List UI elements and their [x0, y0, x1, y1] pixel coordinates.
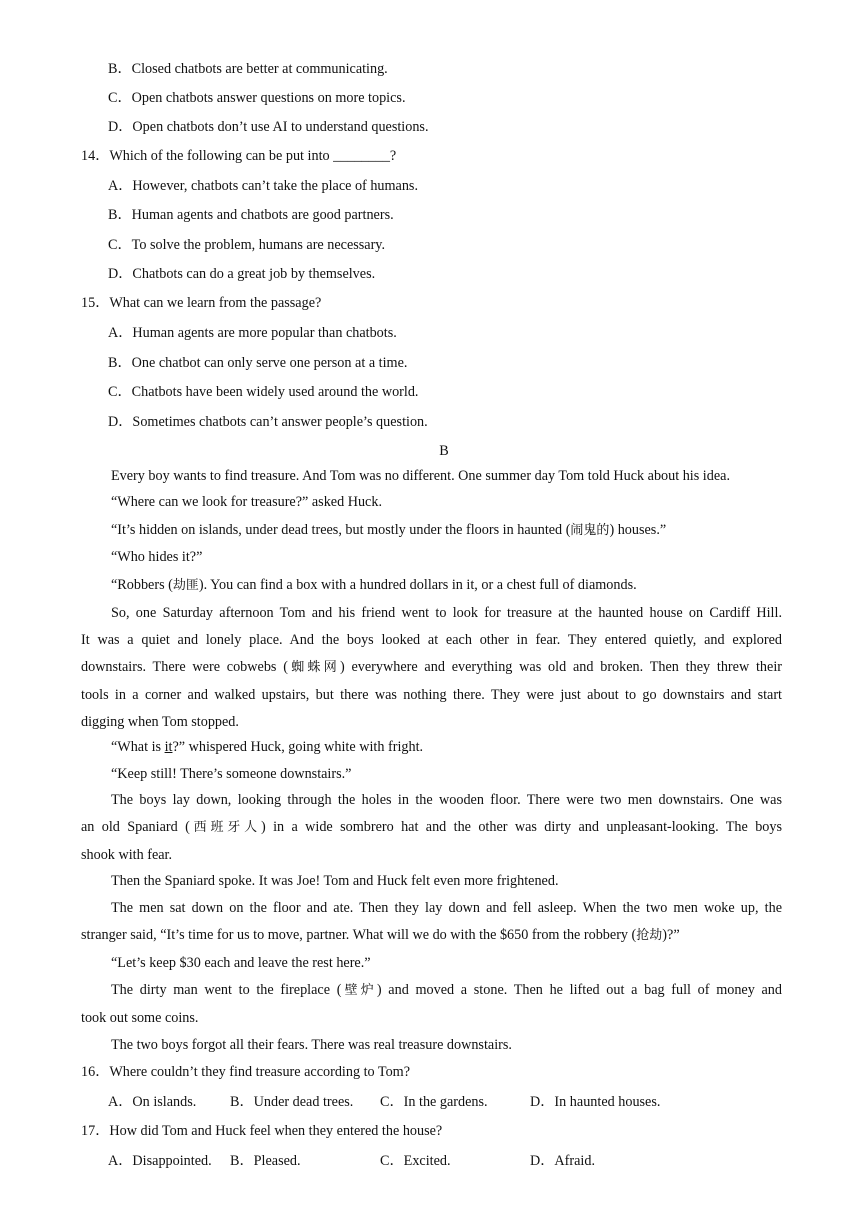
q17-option-b: B．Pleased.	[230, 1153, 301, 1169]
passage-line: downstairs. There were cobwebs (蜘蛛网) everywhere and everything was old and broken. Then they threw their	[81, 659, 782, 675]
chinese-gloss: 抢劫	[636, 928, 663, 943]
passage-paragraph: So, one Saturday afternoon Tom and his friend went to look for treasure at the haunted house on Cardiff Hill.	[111, 605, 782, 621]
q17-stem: 17．How did Tom and Huck feel when they entered the house?	[81, 1123, 443, 1139]
q17-option-a: A．Disappointed.	[108, 1153, 212, 1169]
passage-line: took out some coins.	[81, 1010, 199, 1026]
q16-option-d: D．In haunted houses.	[530, 1094, 661, 1110]
q15-option-b: B．One chatbot can only serve one person at a time.	[108, 355, 408, 371]
chinese-gloss: 西班牙人	[189, 820, 261, 835]
passage-line: tools in a corner and walked upstairs, but there was nothing there. They were just about to go downstairs and start	[81, 687, 782, 703]
q15-option-c: C．Chatbots have been widely used around the world.	[108, 384, 419, 400]
q15-option-d: D．Sometimes chatbots can’t answer people’s question.	[108, 414, 428, 430]
q16-option-c: C．In the gardens.	[380, 1094, 488, 1110]
passage-line: It was a quiet and lonely place. And the boys looked at each other in fear. They entered quietly, and explored	[81, 632, 782, 648]
chinese-gloss: 劫匪	[172, 578, 199, 593]
q13-option-c: C．Open chatbots answer questions on more topics.	[108, 90, 406, 106]
q16-option-b: B．Under dead trees.	[230, 1094, 354, 1110]
q17-option-c: C．Excited.	[380, 1153, 451, 1169]
q15-stem: 15．What can we learn from the passage?	[81, 295, 322, 311]
chinese-gloss: 蜘蛛网	[287, 660, 340, 675]
passage-paragraph: Every boy wants to find treasure. And Tom was no different. One summer day Tom told Huck about his idea.	[111, 468, 730, 484]
q14-stem: 14．Which of the following can be put into ________?	[81, 148, 397, 164]
passage-paragraph: The two boys forgot all their fears. There was real treasure downstairs.	[111, 1037, 512, 1053]
passage-paragraph: “It’s hidden on islands, under dead trees, but mostly under the floors in haunted (闹鬼的) houses.”	[111, 522, 667, 538]
passage-paragraph: The dirty man went to the fireplace (壁炉) and moved a stone. Then he lifted out a bag full of money and	[111, 982, 782, 998]
passage-paragraph: “Let’s keep $30 each and leave the rest here.”	[111, 955, 371, 971]
chinese-gloss: 闹鬼的	[570, 523, 610, 538]
passage-paragraph: Then the Spaniard spoke. It was Joe! Tom and Huck felt even more frightened.	[111, 873, 559, 889]
q14-option-a: A．However, chatbots can’t take the place of humans.	[108, 178, 419, 194]
passage-paragraph: “Who hides it?”	[111, 549, 203, 565]
underlined-word: it	[164, 739, 173, 755]
q13-option-b: B．Closed chatbots are better at communicating.	[108, 61, 388, 77]
passage-paragraph: The boys lay down, looking through the holes in the wooden floor. There were two men downstairs. One was	[111, 792, 782, 808]
q16-option-a: A．On islands.	[108, 1094, 197, 1110]
q16-stem: 16．Where couldn’t they find treasure according to Tom?	[81, 1064, 411, 1080]
section-b-heading: B	[439, 443, 449, 459]
q15-option-a: A．Human agents are more popular than chatbots.	[108, 325, 397, 341]
passage-paragraph: The men sat down on the floor and ate. Then they lay down and fell asleep. When the two men woke up, the	[111, 900, 782, 916]
q17-option-d: D．Afraid.	[530, 1153, 596, 1169]
q14-option-c: C．To solve the problem, humans are necessary.	[108, 237, 386, 253]
q17-options-row	[0, 1152, 860, 1170]
passage-paragraph: “Keep still! There’s someone downstairs.”	[111, 766, 352, 782]
passage-paragraph: “Robbers (劫匪). You can find a box with a hundred dollars in it, or a chest full of diamonds.	[111, 577, 637, 593]
q16-options-row	[0, 1093, 860, 1111]
q13-option-d: D．Open chatbots don’t use AI to understand questions.	[108, 119, 429, 135]
passage-paragraph: “Where can we look for treasure?” asked Huck.	[111, 494, 382, 510]
passage-line: an old Spaniard (西班牙人) in a wide sombrero hat and the other was dirty and unpleasant-looking. The boys	[81, 819, 782, 835]
q14-option-b: B．Human agents and chatbots are good partners.	[108, 207, 394, 223]
passage-line: stranger said, “It’s time for us to move, partner. What will we do with the $650 from the robbery (抢劫)?”	[81, 927, 680, 943]
q14-option-d: D．Chatbots can do a great job by themselves.	[108, 266, 376, 282]
passage-paragraph: “What is it?” whispered Huck, going white with fright.	[111, 739, 424, 755]
chinese-gloss: 壁炉	[341, 983, 377, 998]
passage-line: digging when Tom stopped.	[81, 714, 239, 730]
passage-line: shook with fear.	[81, 847, 173, 863]
